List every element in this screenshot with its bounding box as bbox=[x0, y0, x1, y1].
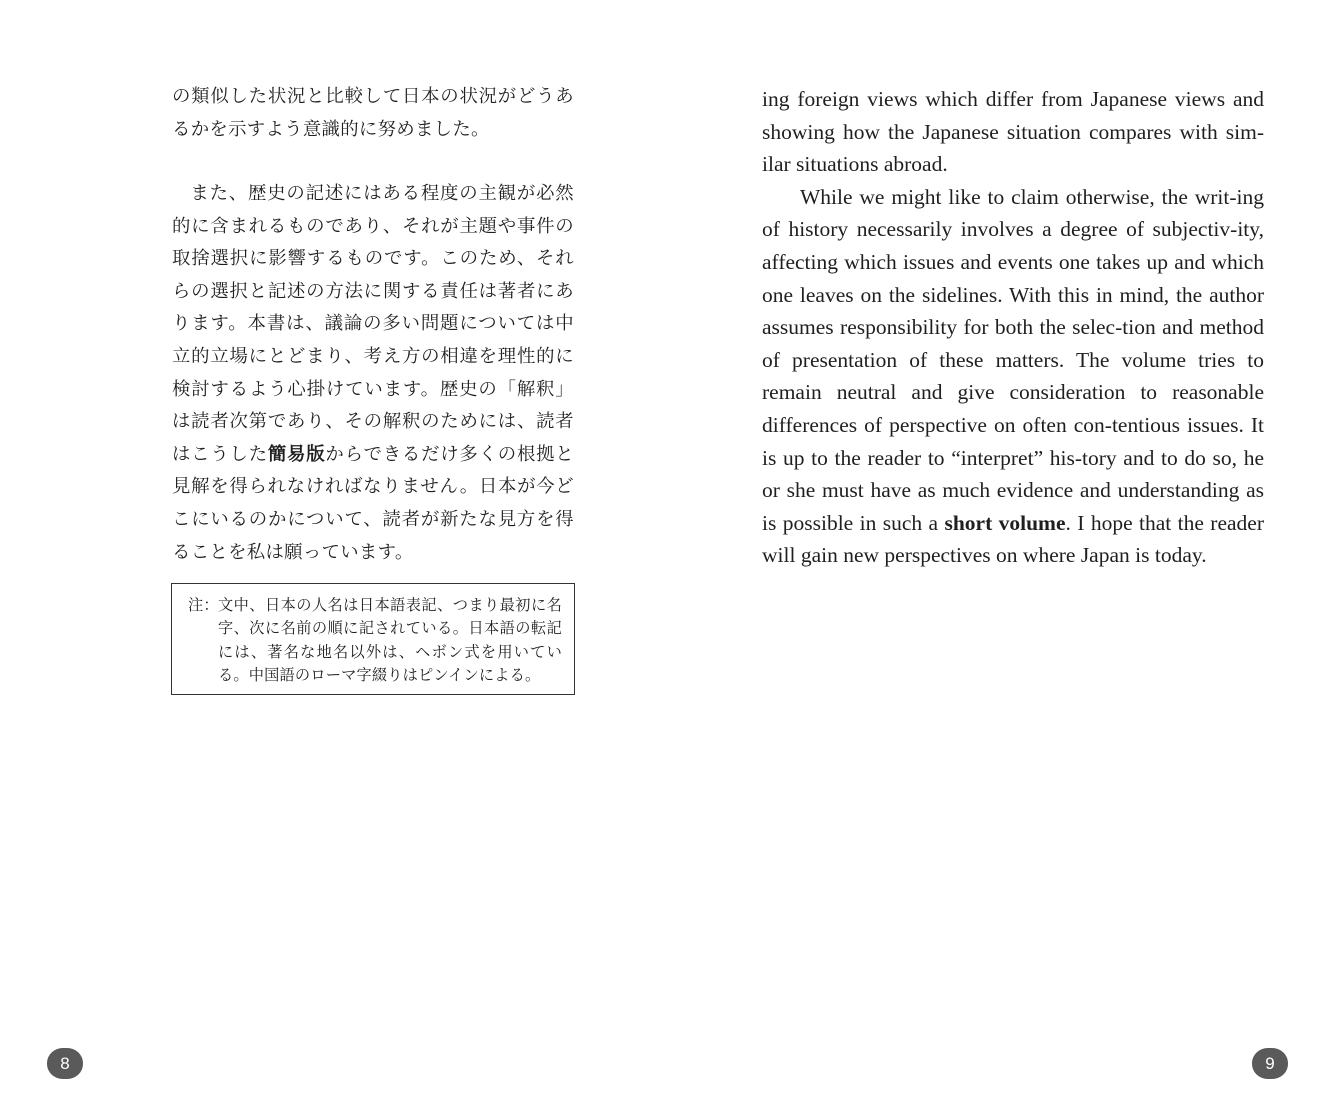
jp-paragraph-1 bbox=[172, 81, 574, 146]
en-paragraph-2 bbox=[762, 181, 1264, 572]
right-page bbox=[667, 0, 1335, 1111]
translator-note-box bbox=[171, 583, 575, 695]
jp-bold-term: 簡易版 bbox=[267, 443, 326, 465]
jp-paragraph-2-part-2: からできるだけ多くの根拠と見解を得られなければなりません。日本が今どこにいるのかについて、読者が新たな見方を得ることを私は願っています。 bbox=[172, 443, 574, 563]
jp-paragraph-2-text bbox=[172, 178, 574, 569]
note-label: 注： bbox=[188, 596, 219, 614]
jp-paragraph-2-part-1: また、歴史の記述にはある程度の主観が必然的に含まれるものであり、それが主題や事件の取捨選択に影響するものです。このため、それらの選択と記述の方法に関する責任は著者にあります。本書は、議論の多い問題については中立的立場にとどまり、考え方の相違を理性的に検討するよう心掛けています。歴史の「解釈」は読者次第であり、その解釈のためには、読者はこうした bbox=[172, 183, 574, 465]
jp-paragraph-1-text: の類似した状況と比較して日本の状況がどうあるかを示すよう意識的に努めました。 bbox=[172, 86, 574, 140]
jp-paragraph-2 bbox=[172, 178, 574, 569]
en-paragraph-2-part-1: While we might like to claim otherwise, the writ-ing of history necessarily involves a degree of subjectiv-ity, affecting which issues and events one takes up and which one leaves on the sidelines. With this in mind, the author assumes responsibility for both the selec-tion and method of presentation of these matters. The volume tries to remain neutral and give consideration to reasonable differences of perspective on often con-tentious issues. It is up to the reader to “interpret” his-tory and to do so, he or she must have as much evidence and understanding as is possible in such a bbox=[762, 184, 1264, 535]
en-paragraph-2-part-2: . I hope that the reader will gain new perspectives on where Japan is today. bbox=[762, 510, 1264, 568]
en-paragraph-1: ing foreign views which differ from Japanese views and showing how the Japanese situation compares with sim-ilar situations abroad. bbox=[762, 87, 1264, 177]
left-page bbox=[0, 0, 667, 1111]
note-text: 文中、日本の人名は日本語表記、つまり最初に名字、次に名前の順に記されている。日本語の転記には、著名な地名以外は、ヘボン式を用いている。中国語のローマ字綴りはピンインによる。 bbox=[218, 596, 562, 685]
en-bold-term: short volume bbox=[944, 510, 1066, 535]
english-text-block bbox=[762, 83, 1264, 572]
page-number-left: 8 bbox=[47, 1048, 83, 1079]
page-number-right: 9 bbox=[1252, 1048, 1288, 1079]
